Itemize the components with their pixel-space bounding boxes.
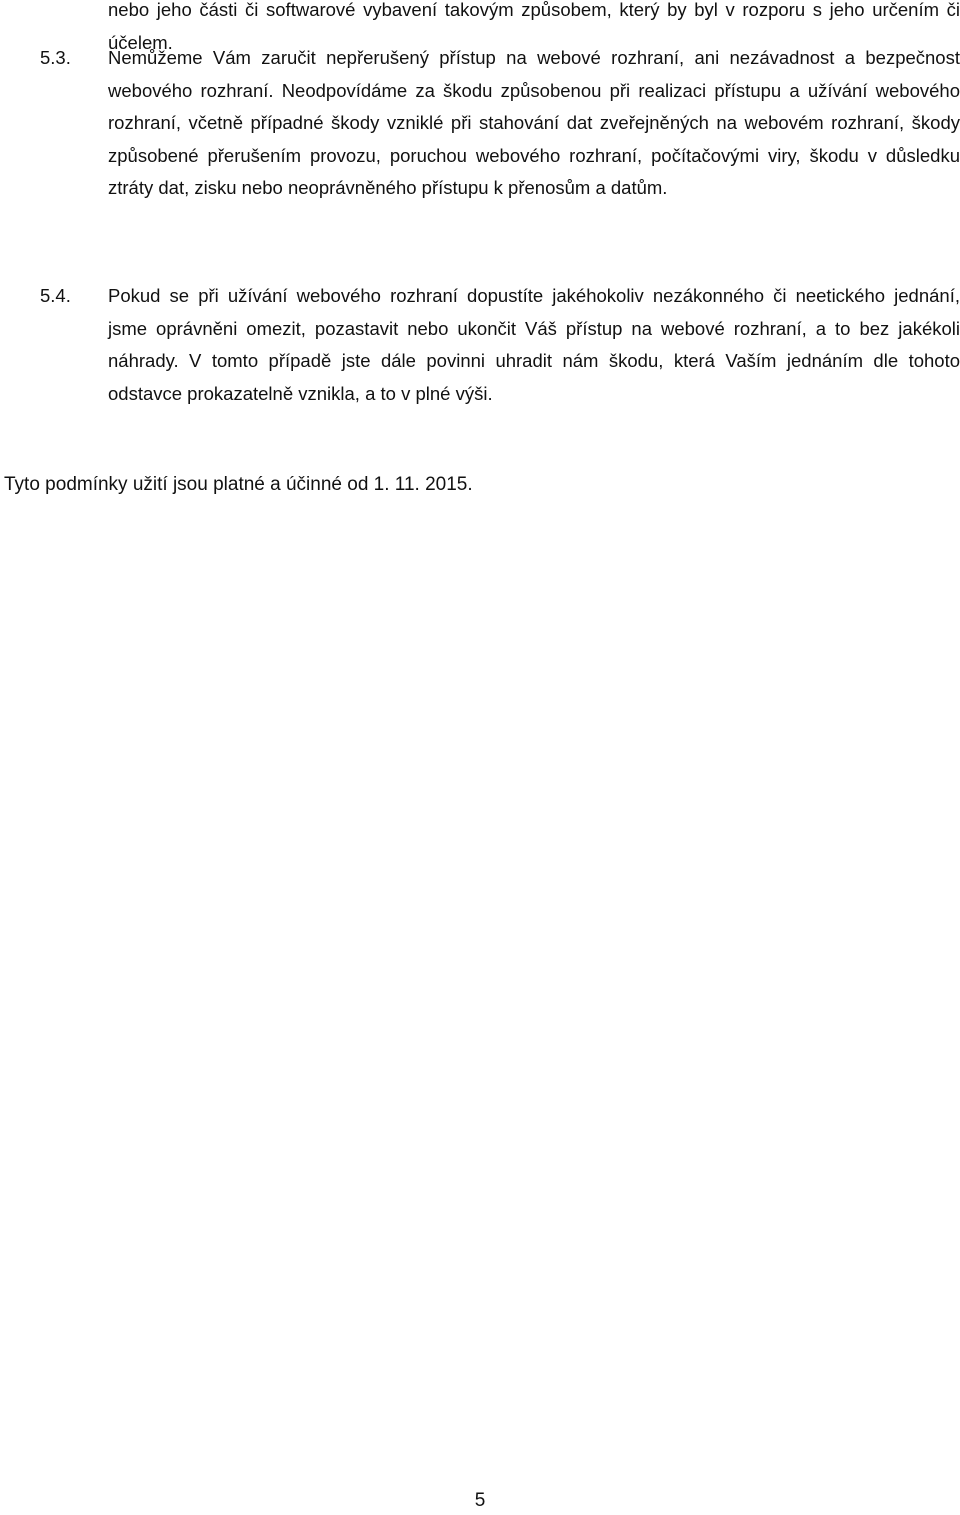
clause-text: Nemůžeme Vám zaručit nepřerušený přístup na webové rozhraní, ani nezávadnost a bezpečnost webového rozhraní. Neodpovídáme za škodu způsobenou při realizaci přístupu a užívání webového rozhraní, včetně případné škody vzniklé při stahování dat zveřejněných na webovém rozhraní, škody způsobené přerušením provozu, poruchou webového rozhraní, počítačovými viry, škodu v důsledku ztráty dat, zisku nebo neoprávněného přístupu k přenosům a datům. <box>108 47 960 198</box>
validity-statement: Tyto podmínky užití jsou platné a účinné od 1. 11. 2015. <box>4 474 473 495</box>
page-number: 5 <box>474 1490 486 1511</box>
clause-text: Pokud se při užívání webového rozhraní dopustíte jakéhokoliv nezákonného či neetického jednání, jsme oprávněni omezit, pozastavit nebo ukončit Váš přístup na webové rozhraní, a to bez jakékoli náhrady. V tomto případě jste dále povinni uhradit nám škodu, která Vaším jednáním dle tohoto odstavce prokazatelně vznikla, a to v plné výši. <box>108 285 960 404</box>
clause-number: 5.4. <box>40 285 71 306</box>
clause-number: 5.3. <box>40 47 71 68</box>
continuation-paragraph: nebo jeho části či softwarové vybavení takovým způsobem, který by byl v rozporu s jeho určením či účelem. <box>108 0 960 53</box>
